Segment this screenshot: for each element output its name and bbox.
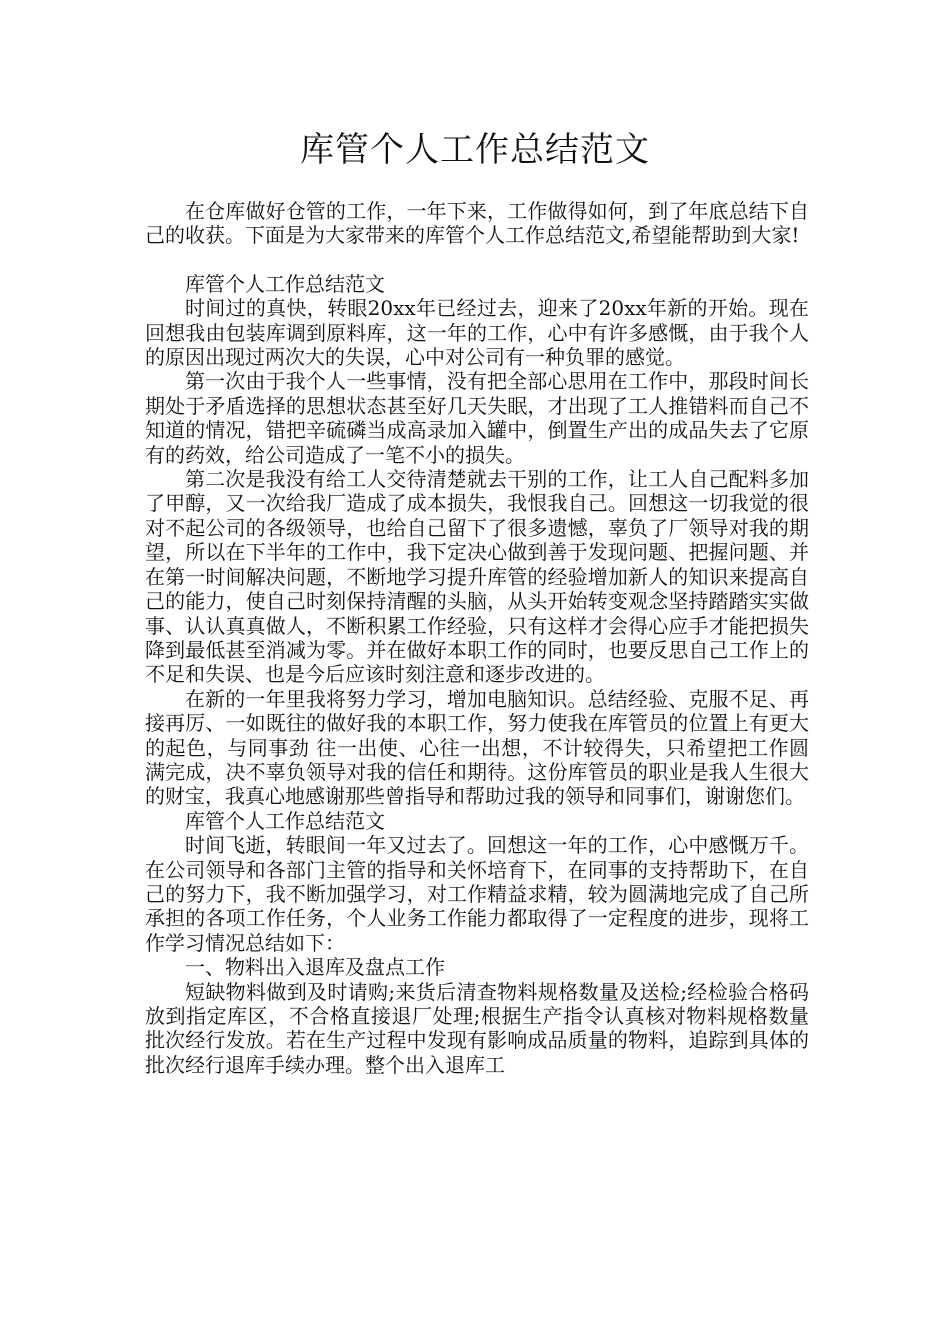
subsection-heading: 一、物料出入退库及盘点工作 [185, 955, 445, 980]
body-paragraph: 第一次由于我个人一些事情，没有把全部心思用在工作中，那段时间长期处于矛盾选择的思想状态甚至好几天失眠，才出现了工人推错料而自己不知道的情况，错把辛硫磷当成高录加入罐中，倒置生产出的成品失去了它原有的药效，给公司造成了一笔不小的损失。 [145, 369, 809, 467]
document-title: 库管个人工作总结范文 [300, 130, 650, 170]
document-body [145, 199, 809, 1077]
intro-paragraph: 在仓库做好仓管的工作，一年下来，工作做得如何，到了年底总结下自己的收获。下面是为大家带来的库管个人工作总结范文,希望能帮助到大家! [145, 199, 809, 248]
section-heading-1: 库管个人工作总结范文 [185, 271, 385, 296]
body-paragraph: 时间飞逝，转眼间一年又过去了。回想这一年的工作，心中感慨万千。在公司领导和各部门主管的指导和关怀培育下，在同事的支持帮助下，在自己的努力下，我不断加强学习，对工作精益求精，较为圆满地完成了自己所承担的各项工作任务，个人业务工作能力都取得了一定程度的进步，现将工作学习情况总结如下： [145, 833, 809, 955]
body-paragraph: 短缺物料做到及时请购;来货后清查物料规格数量及送检;经检验合格码放到指定库区，不合格直接退厂处理;根据生产指令认真核对物料规格数量批次经行发放。若在生产过程中发现有影响成品质量的物料，追踪到具体的批次经行退库手续办理。整个出入退库工 [145, 979, 809, 1077]
body-paragraph: 时间过的真快，转眼20xx年已经过去，迎来了20xx年新的开始。现在回想我由包装库调到原料库，这一年的工作，心中有许多感慨，由于我个人的原因出现过两次大的失误，心中对公司有一种负罪的感觉。 [145, 296, 809, 370]
body-paragraph: 第二次是我没有给工人交待清楚就去干别的工作，让工人自己配料多加了甲醇，又一次给我厂造成了成本损失，我恨我自己。回想这一切我觉的很对不起公司的各级领导，也给自己留下了很多遗憾，辜负了厂领导对我的期望，所以在下半年的工作中，我下定决心做到善于发现问题、把握问题、并在第一时间解决问题，不断地学习提升库管的经验增加新人的知识来提高自己的能力，使自己时刻保持清醒的头脑，从头开始转变观念坚持踏踏实实做事、认认真真做人，不断积累工作经验，只有这样才会得心应手才能把损失降到最低甚至消减为零。并在做好本职工作的同时，也要反思自己工作上的不足和失误、也是今后应该时刻注意和逐步改进的。 [145, 467, 809, 687]
body-paragraph: 在新的一年里我将努力学习，增加电脑知识。总结经验、克服不足、再接再厉、一如既往的做好我的本职工作，努力使我在库管员的位置上有更大的起色，与同事劲 往一出使、心往一出想，不计较得失，只希望把工作圆满完成，决不辜负领导对我的信任和期待。这份库管员的职业是我人生很大的财宝，我真心地感谢那些曾指导和帮助过我的领导和同事们，谢谢您们。 [145, 686, 809, 809]
section-heading-2: 库管个人工作总结范文 [185, 808, 385, 833]
paragraph-spacer [145, 248, 809, 272]
